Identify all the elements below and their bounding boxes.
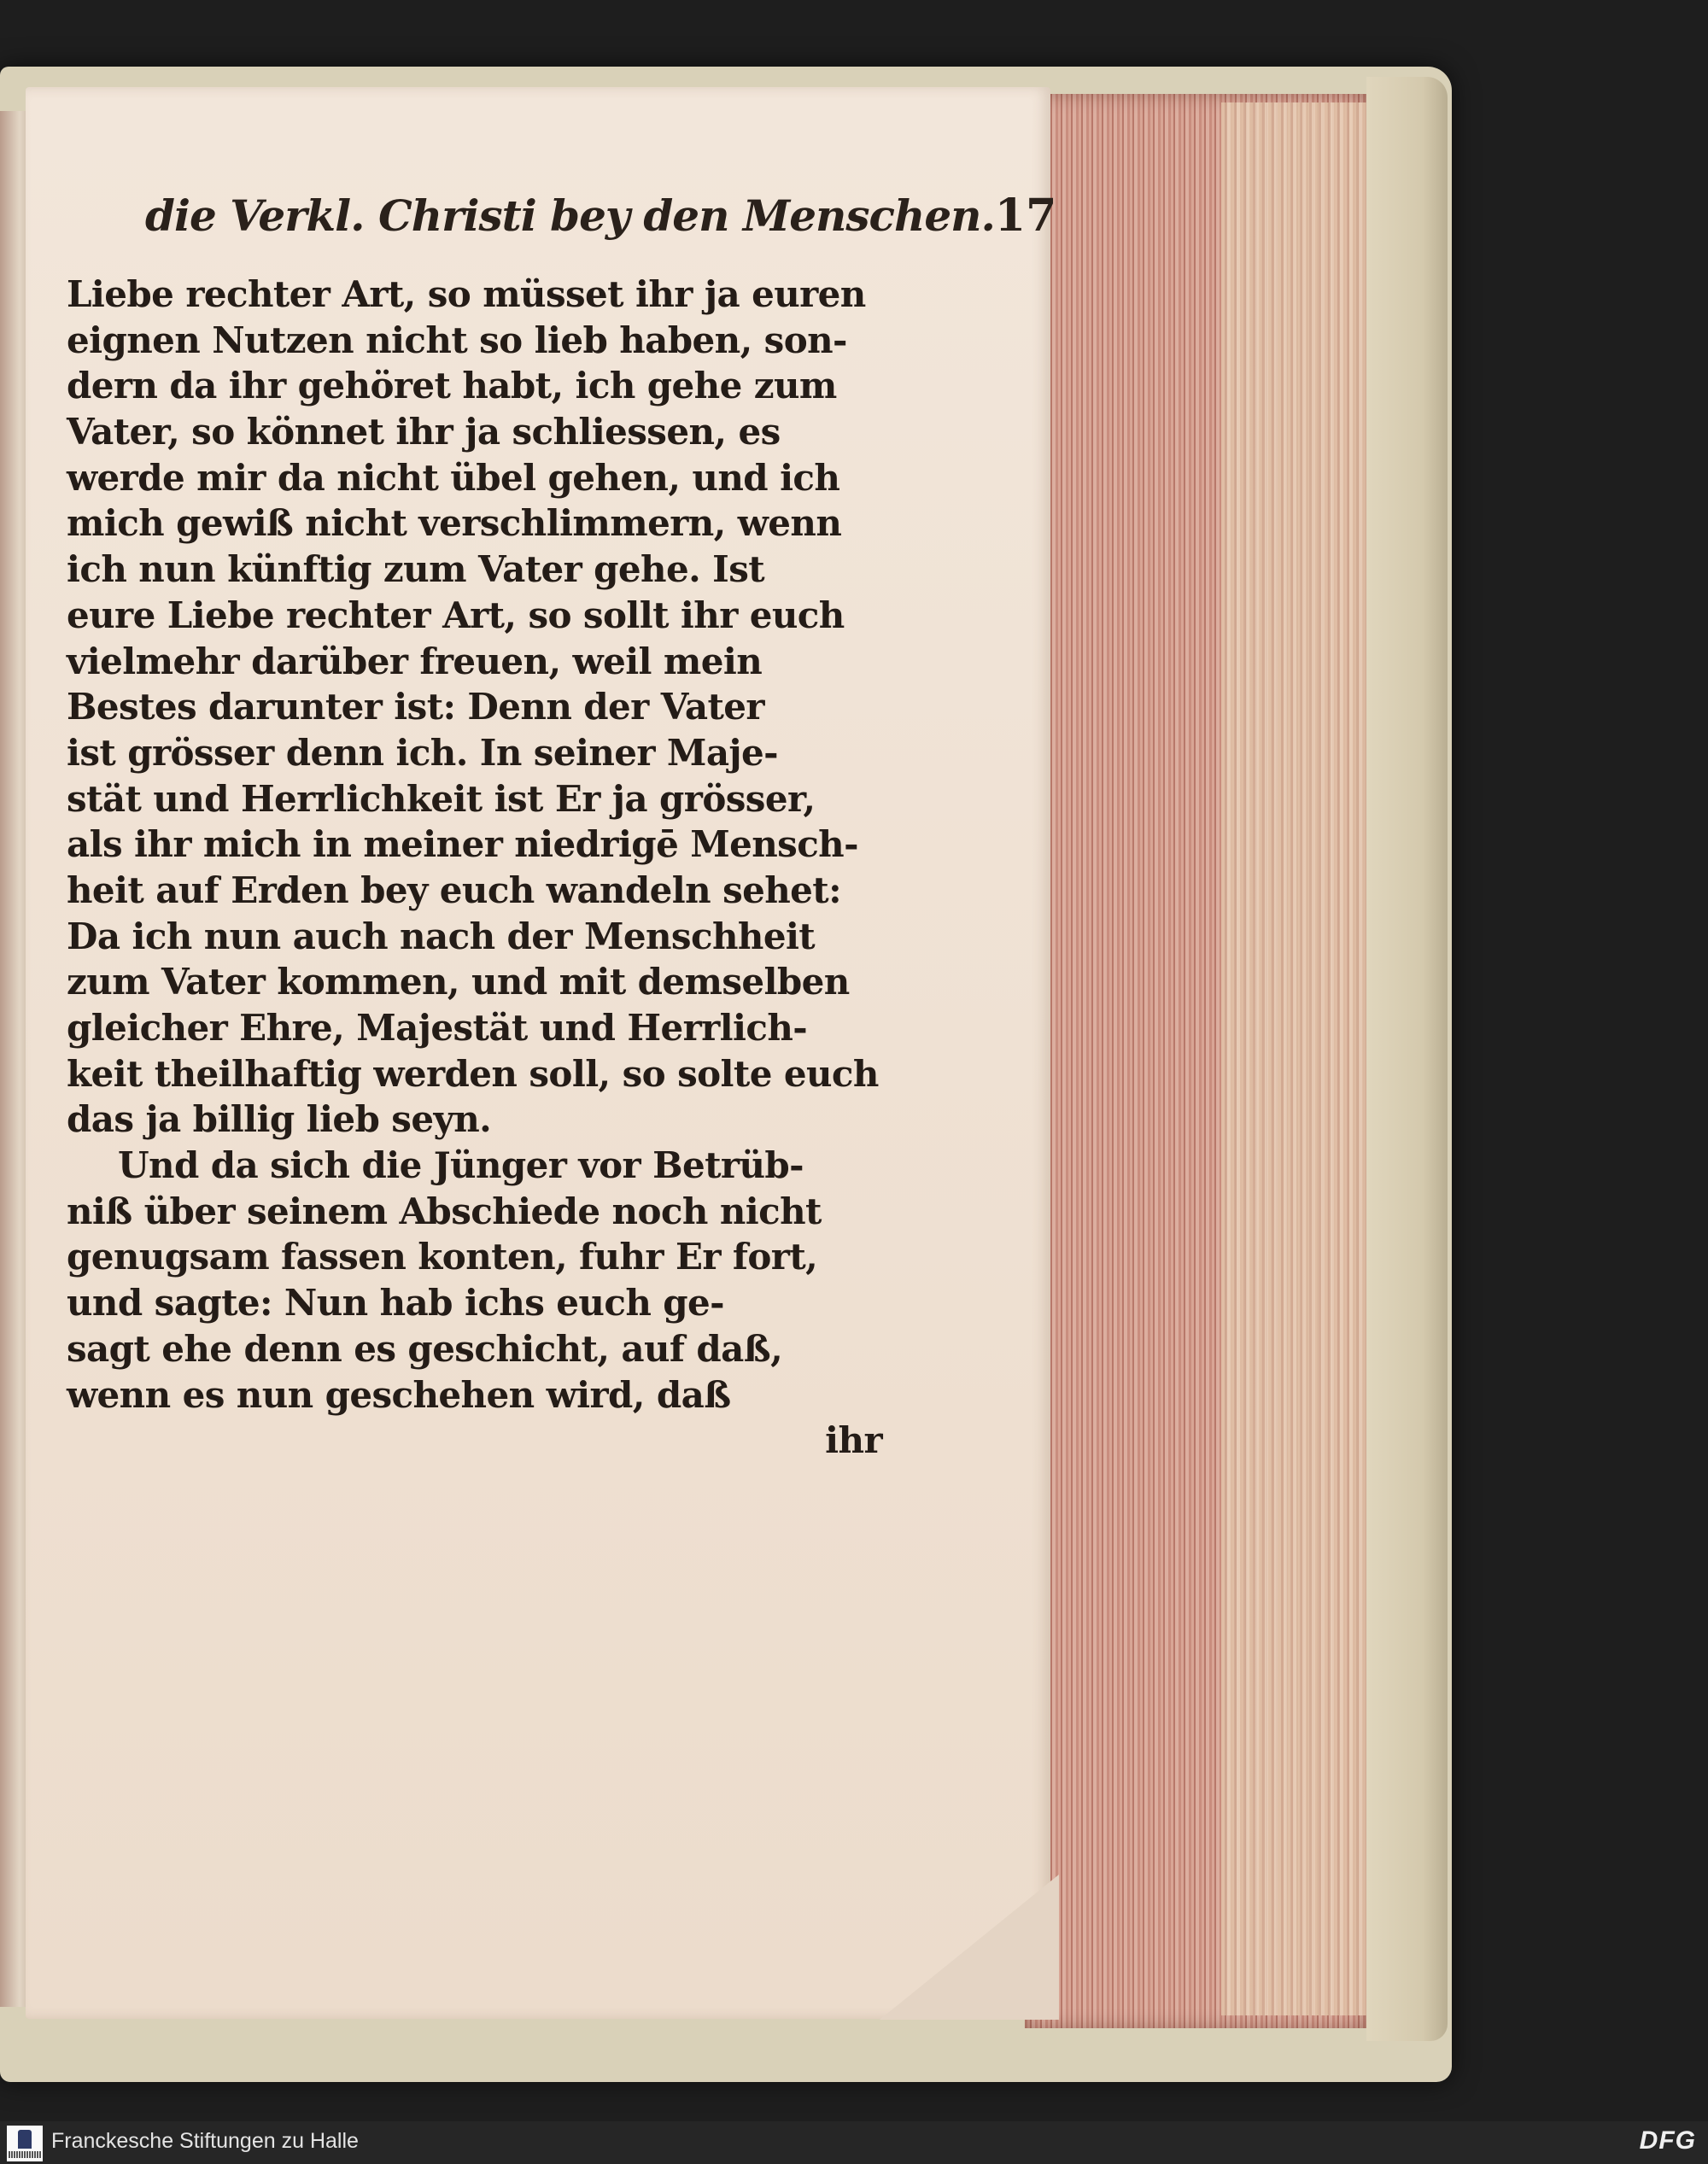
- text-line: Bestes darunter ist: Denn der Vater: [67, 686, 764, 728]
- running-head-title: die Verkl. Christi bey den Menschen.: [145, 190, 995, 241]
- text-line: stät und Herrlichkeit ist Er ja grösser,: [67, 777, 816, 820]
- text-line: Da ich nun auch nach der Menschheit: [67, 915, 816, 957]
- text-line: Vater, so könnet ihr ja schliessen, es: [67, 411, 781, 453]
- viewer-footer-bar: [0, 2121, 1708, 2164]
- dfg-logo: DFG: [1639, 2126, 1696, 2155]
- text-line: und sagte: Nun hab ichs euch ge-: [67, 1282, 725, 1325]
- running-head: [145, 190, 1057, 249]
- text-line: Liebe rechter Art, so müsset ihr ja euren: [67, 273, 866, 315]
- cover-fore-edge: [1366, 77, 1448, 2041]
- text-line: ist grösser denn ich. In seiner Maje-: [67, 731, 778, 774]
- text-line: vielmehr darüber freuen, weil mein: [67, 640, 763, 682]
- text-line: wenn es nun geschehen wird, daß: [67, 1373, 731, 1416]
- text-line: heit auf Erden bey euch wandeln sehet:: [67, 869, 842, 911]
- text-line-paragraph-start: Und da sich die Jünger vor Betrüb-: [118, 1144, 804, 1187]
- text-line: ich nun künftig zum Vater gehe. Ist: [67, 548, 765, 591]
- catchword: ihr: [825, 1419, 882, 1462]
- page-corner-fold: [880, 1874, 1059, 2020]
- page-block-edges: [1221, 102, 1366, 2015]
- text-line: das ja billig lieb seyn.: [67, 1098, 492, 1141]
- owner-label: Franckesche Stiftungen zu Halle: [51, 2129, 359, 2153]
- franckesche-stiftungen-logo-icon: [7, 2126, 43, 2161]
- text-line: dern da ihr gehöret habt, ich gehe zum: [67, 365, 837, 407]
- page-number: 17: [994, 190, 1057, 242]
- text-line: gleicher Ehre, Majestät und Herrlich-: [67, 1007, 808, 1049]
- text-line: zum Vater kommen, und mit demselben: [67, 961, 850, 1003]
- text-line: niß über seinem Abschiede noch nicht: [67, 1190, 822, 1232]
- text-line: eignen Nutzen nicht so lieb haben, son-: [67, 319, 847, 361]
- text-line: keit theilhaftig werden soll, so solte euch: [67, 1052, 879, 1095]
- text-line: mich gewiß nicht verschlimmern, wenn: [67, 502, 842, 545]
- text-line: sagt ehe denn es geschicht, auf daß,: [67, 1327, 783, 1370]
- text-line: eure Liebe rechter Art, so sollt ihr euch: [67, 594, 845, 636]
- text-line: als ihr mich in meiner niedrigē Mensch-: [67, 823, 858, 866]
- text-line: werde mir da nicht übel gehen, und ich: [67, 456, 840, 499]
- page-body-text: [67, 272, 904, 1464]
- text-line: genugsam fassen konten, fuhr Er fort,: [67, 1236, 818, 1278]
